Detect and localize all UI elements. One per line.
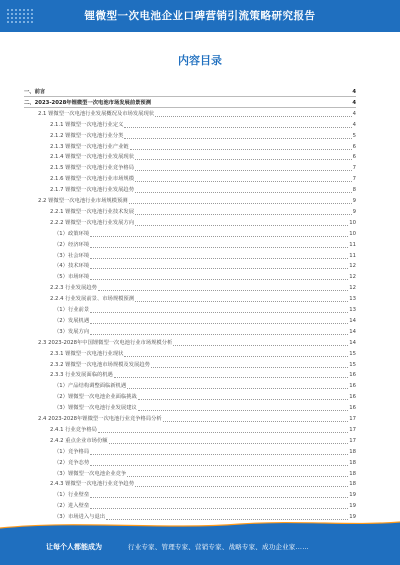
toc-entry[interactable] [24, 284, 356, 292]
toc-entry-text: （2）经济环境 [54, 241, 90, 248]
toc-entry-page: 11 [349, 252, 356, 259]
toc-entry[interactable] [24, 371, 356, 379]
toc-entry[interactable] [24, 491, 356, 499]
toc-entry-page: 8 [352, 187, 356, 194]
toc-entry[interactable] [24, 88, 356, 97]
toc-entry-text: 2.2 锂微型一次电池行业市场规模预测 [38, 198, 128, 204]
toc-leader-dots [129, 203, 352, 204]
toc-entry-page: 15 [349, 361, 356, 368]
toc-entry[interactable] [24, 143, 356, 151]
toc-entry-text: 2.1.3 锂微型一次电池行业产业链 [50, 143, 129, 150]
toc-entry[interactable] [24, 317, 356, 325]
toc-leader-dots [90, 312, 348, 313]
toc-entry-text: 2.3.1 锂微型一次电池行业现状 [50, 350, 124, 357]
toc-entry-page: 16 [349, 383, 356, 390]
toc-entry[interactable] [24, 273, 356, 281]
toc-leader-dots [90, 497, 348, 498]
toc-leader-dots [135, 181, 352, 182]
toc-leader-dots [90, 334, 348, 335]
toc-entry-page: 19 [349, 514, 356, 521]
toc-entry[interactable] [24, 164, 356, 172]
toc-entry-text: （1）竞争格局 [54, 448, 90, 455]
toc-entry-page: 13 [349, 296, 356, 303]
toc-entry-text: 2.3.2 锂微型一次电池市场规模及发展趋势 [50, 361, 150, 368]
toc-entry-page: 19 [349, 492, 356, 499]
toc-entry-page: 14 [349, 328, 356, 335]
toc-entry[interactable] [24, 448, 356, 456]
toc-entry-page: 18 [349, 448, 356, 455]
toc-entry-page: 7 [352, 165, 356, 172]
toc-entry-page: 16 [349, 394, 356, 401]
toc-entry[interactable] [24, 252, 356, 260]
toc-leader-dots [124, 127, 351, 128]
toc-leader-dots [130, 149, 352, 150]
toc-entry[interactable] [24, 339, 356, 347]
toc-leader-dots [127, 476, 348, 477]
footer-banner [0, 528, 400, 565]
toc-entry[interactable] [24, 219, 356, 227]
toc-entry-text: （2）锂微型一次电池企业面临挑战 [54, 394, 137, 401]
toc-entry-text: 2.4.1 行业竞争格局 [50, 426, 97, 433]
toc-leader-dots [135, 225, 348, 226]
toc-entry[interactable] [24, 262, 356, 270]
toc-entry-text: （1）行业壁垒 [54, 492, 90, 499]
toc-leader-dots [90, 454, 348, 455]
toc-leader-dots [109, 443, 349, 444]
toc-entry-page: 18 [349, 470, 356, 477]
toc-entry-page: 17 [349, 416, 356, 422]
toc-entry-text: （1）产品结构调整面临新机遇 [54, 383, 127, 390]
footer-wave-decoration [0, 518, 400, 532]
toc-leader-dots [90, 247, 348, 248]
toc-entry-page: 15 [349, 350, 356, 357]
toc-entry-text: （3）社会环境 [54, 252, 90, 259]
toc-entry[interactable] [24, 153, 356, 161]
toc-entry-text: （1）政策环境 [54, 230, 90, 237]
toc-entry-page: 10 [349, 230, 356, 237]
toc-entry[interactable] [24, 382, 356, 390]
toc-entry-page: 10 [349, 219, 356, 226]
toc-leader-dots [135, 170, 352, 171]
toc-entry[interactable] [24, 502, 356, 510]
toc-leader-dots [127, 388, 348, 389]
toc-entry-text: （3）锂微型一次电池企业竞争 [54, 470, 127, 477]
toc-entry-text: 2.4.3 锂微型一次电池行业竞争趋势 [50, 481, 135, 488]
toc-leader-dots [90, 268, 348, 269]
toc-entry[interactable] [24, 415, 356, 423]
toc-leader-dots [90, 465, 348, 466]
toc-entry-text: （1）行业前景 [54, 307, 90, 313]
toc-entry-page: 13 [349, 307, 356, 313]
toc-entry-text: （3）锂微型一次电池行业发展建议 [54, 405, 137, 412]
toc-entry-text: 2.2.4 行业发展前景、市场规模预测 [50, 296, 135, 303]
toc-entry[interactable] [24, 350, 356, 358]
toc-entry-page: 17 [349, 426, 356, 433]
toc-entry-text: 二、2023-2028年锂微型一次电池市场发展前景预测 [24, 99, 152, 106]
toc-leader-dots [151, 367, 348, 368]
toc-entry[interactable] [24, 459, 356, 467]
toc-leader-dots [135, 159, 352, 160]
toc-leader-dots [90, 279, 348, 280]
toc-entry[interactable] [24, 132, 356, 140]
toc-entry[interactable] [24, 175, 356, 183]
toc-entry-text: 2.1.1 锂微型一次电池行业定义 [50, 121, 124, 128]
toc-entry-text: 2.2.1 锂微型一次电池行业技术发展 [50, 208, 135, 215]
toc-entry[interactable] [24, 208, 356, 216]
toc-entry[interactable] [24, 295, 356, 303]
toc-entry-text: 一、前言 [24, 89, 46, 95]
toc-leader-dots [135, 486, 348, 487]
toc-leader-dots [135, 301, 348, 302]
toc-title: 内容目录 [178, 54, 222, 67]
toc-entry-page: 5 [352, 132, 356, 139]
toc-entry-text: 2.2.2 锂微型一次电池行业发展方向 [50, 219, 135, 226]
toc-entry-page: 9 [352, 198, 356, 204]
toc-entry-page: 6 [352, 154, 356, 161]
toc-entry[interactable] [24, 361, 356, 369]
toc-entry[interactable] [24, 306, 356, 314]
toc-entry-page: 14 [349, 317, 356, 324]
toc-entry-page: 4 [352, 110, 356, 117]
toc-entry-page: 12 [349, 285, 356, 292]
toc-leader-dots [90, 258, 348, 259]
toc-entry[interactable] [24, 121, 356, 129]
toc-leader-dots [124, 138, 351, 139]
toc-entry-page: 18 [349, 459, 356, 466]
toc-entry-page: 6 [352, 143, 356, 150]
toc-entry[interactable] [24, 437, 356, 445]
toc-leader-dots [114, 377, 348, 378]
toc-entry-page: 12 [349, 263, 356, 270]
toc-entry-text: 2.3 2023-2028年中国锂微型一次电池行业市场规模分析 [38, 339, 173, 346]
table-of-contents [24, 88, 356, 524]
report-title: 锂微型一次电池企业口碑营销引流策略研究报告 [84, 10, 316, 22]
toc-leader-dots [90, 236, 348, 237]
toc-leader-dots [135, 214, 352, 215]
toc-entry-page: 19 [349, 503, 356, 510]
toc-entry-text: 2.1.7 锂微型一次电池行业发展趋势 [50, 187, 135, 194]
toc-entry[interactable] [24, 110, 356, 118]
toc-entry[interactable] [24, 470, 356, 478]
toc-entry-page: 16 [349, 405, 356, 412]
toc-leader-dots [124, 356, 348, 357]
toc-leader-dots [138, 399, 348, 400]
toc-entry[interactable] [24, 241, 356, 249]
toc-entry-text: 2.4 2023-2028年锂微型一次电池行业竞争格局分析 [38, 416, 162, 422]
toc-entry[interactable] [24, 99, 356, 108]
toc-entry-text: （3）发展方向 [54, 328, 90, 335]
toc-entry-text: 2.3.3 行业发展面临的机遇 [50, 372, 113, 379]
toc-leader-dots [98, 432, 348, 433]
footer-slogan: 让每个人都能成为 [46, 543, 102, 551]
toc-leader-dots [155, 116, 352, 117]
toc-entry[interactable] [24, 480, 356, 488]
toc-entry-text: （4）技术环境 [54, 263, 90, 270]
toc-entry-page: 16 [349, 372, 356, 379]
toc-entry[interactable] [24, 328, 356, 336]
toc-entry-text: （5）市场环境 [54, 274, 90, 281]
toc-entry-text: 2.1.4 锂微型一次电池行业发展现状 [50, 154, 135, 161]
toc-entry-text: （2）进入壁垒 [54, 503, 90, 510]
toc-entry[interactable] [24, 426, 356, 434]
toc-entry-page: 17 [349, 437, 356, 444]
toc-entry-page: 11 [349, 241, 356, 248]
toc-leader-dots [90, 508, 348, 509]
toc-leader-dots [90, 323, 348, 324]
toc-leader-dots [135, 192, 352, 193]
toc-entry-page: 4 [352, 99, 356, 106]
toc-entry-text: 2.1.6 锂微型一次电池行业市场规模 [50, 176, 135, 183]
toc-entry[interactable] [24, 197, 356, 205]
toc-entry-page: 18 [349, 481, 356, 488]
toc-entry-page: 14 [349, 339, 356, 346]
toc-entry-text: 2.4.2 重点企业市场份额 [50, 437, 108, 444]
toc-entry-page: 4 [352, 89, 356, 95]
toc-entry-page: 9 [352, 208, 356, 215]
toc-entry-text: （3）市场进入与退出 [54, 514, 106, 521]
toc-entry[interactable] [24, 393, 356, 401]
toc-entry-text: （2）发展机遇 [54, 317, 90, 324]
toc-entry[interactable] [24, 186, 356, 194]
toc-entry-text: 2.2.3 行业发展趋势 [50, 285, 97, 292]
toc-entry[interactable] [24, 404, 356, 412]
toc-leader-dots [173, 345, 348, 346]
toc-leader-dots [163, 421, 349, 422]
footer-tagline: 行业专家、管理专家、营销专家、战略专家、成功企业家…… [128, 543, 309, 551]
toc-entry-text: （2）竞争态势 [54, 459, 90, 466]
toc-entry-text: 2.1.5 锂微型一次电池行业竞争格局 [50, 165, 135, 172]
toc-leader-dots [98, 290, 348, 291]
header-banner [0, 0, 400, 32]
toc-entry-page: 4 [352, 121, 356, 128]
toc-entry-page: 12 [349, 274, 356, 281]
toc-leader-dots [138, 410, 348, 411]
toc-entry-text: 2.1 锂微型一次电池行业发展概况及市场发展现状 [38, 110, 155, 117]
toc-entry-text: 2.1.2 锂微型一次电池行业分类 [50, 132, 124, 139]
toc-entry[interactable] [24, 230, 356, 238]
toc-entry-page: 7 [352, 176, 356, 183]
